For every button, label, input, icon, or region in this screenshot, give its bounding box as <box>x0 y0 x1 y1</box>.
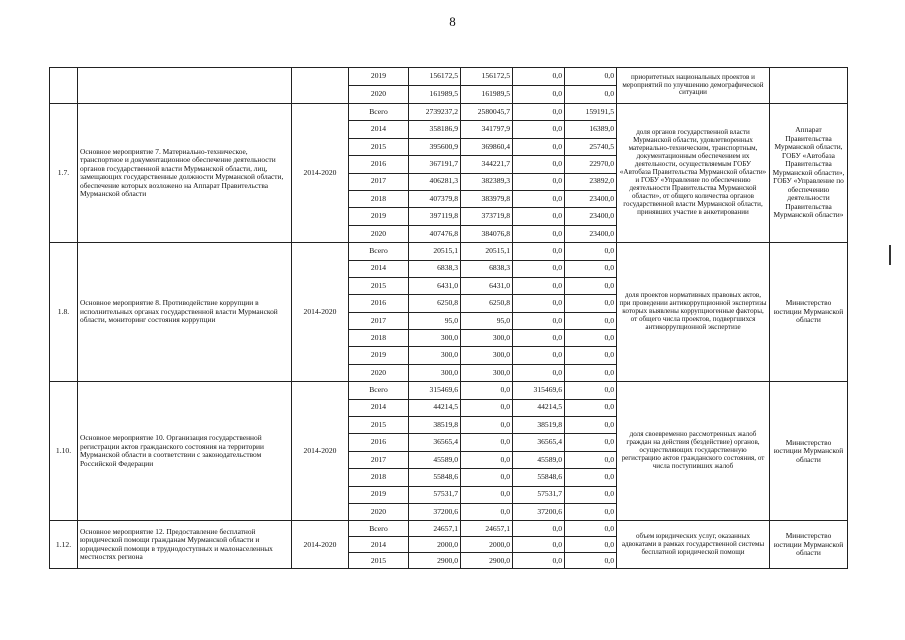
measure-name-cell <box>78 68 292 104</box>
federal-budget-value: 0,0 <box>513 243 565 260</box>
year-label: 2020 <box>349 225 409 242</box>
year-label: 2017 <box>349 451 409 468</box>
other-sources-value: 22970,0 <box>565 156 617 173</box>
regional-budget-value: 383979,8 <box>461 190 513 207</box>
total-value: 95,0 <box>409 312 461 329</box>
total-value: 300,0 <box>409 364 461 381</box>
total-value: 156172,5 <box>409 68 461 86</box>
regional-budget-value: 161989,5 <box>461 86 513 104</box>
federal-budget-value: 0,0 <box>513 121 565 138</box>
total-value: 2900,0 <box>409 553 461 569</box>
regional-budget-value: 0,0 <box>461 417 513 434</box>
regional-budget-value: 0,0 <box>461 382 513 399</box>
regional-budget-value: 384076,8 <box>461 225 513 242</box>
program-table <box>49 67 848 569</box>
measure-name: Основное мероприятие 10. Организация государственной регистрации актов гражданского состояния на территории Мурманской области в соответствии с законодательством Российской Федерации <box>78 382 292 521</box>
other-sources-value: 0,0 <box>565 277 617 294</box>
total-value: 44214,5 <box>409 399 461 416</box>
total-value: 36565,4 <box>409 434 461 451</box>
federal-budget-value: 0,0 <box>513 330 565 347</box>
year-label: 2019 <box>349 347 409 364</box>
regional-budget-value: 0,0 <box>461 399 513 416</box>
other-sources-value: 0,0 <box>565 68 617 86</box>
federal-budget-value: 0,0 <box>513 173 565 190</box>
table-body <box>50 68 848 569</box>
regional-budget-value: 6431,0 <box>461 277 513 294</box>
year-label: 2016 <box>349 434 409 451</box>
other-sources-value: 0,0 <box>565 451 617 468</box>
responsible-executor: Аппарат Правительства Мурманской области, ГОБУ «Автобаза Правительства Мурманской области», ГОБУ «Управление по обеспечению деятельности Правительства Мурманской области» <box>770 104 848 243</box>
regional-budget-value: 0,0 <box>461 451 513 468</box>
year-label: Всего <box>349 243 409 260</box>
year-label: 2014 <box>349 121 409 138</box>
table-row <box>50 521 848 537</box>
federal-budget-value: 0,0 <box>513 190 565 207</box>
federal-budget-value: 0,0 <box>513 156 565 173</box>
federal-budget-value: 0,0 <box>513 225 565 242</box>
other-sources-value: 23892,0 <box>565 173 617 190</box>
total-value: 37200,6 <box>409 503 461 520</box>
total-value: 358186,9 <box>409 121 461 138</box>
target-indicator: доля проектов нормативных правовых актов, при проведении антикоррупционной экспертизы которых выявлены коррупциогенные факторы, от общего числа проектов, подвергшихся антикоррупционной экспертизе <box>617 243 770 382</box>
target-indicator: доля органов государственной власти Мурманской области, удовлетворенных материально-техническим, транспортным, документационным обеспечением их деятельности, осуществляемым ГОБУ «Автобаза Правительства Мурманской области» и ГОБУ «Управление по обеспечению деятельности Правительства Мурманской области», от общего количества органов государственной власти Мурманской области, принявших участие в анкетировании <box>617 104 770 243</box>
other-sources-value: 159191,5 <box>565 104 617 121</box>
total-value: 45589,0 <box>409 451 461 468</box>
regional-budget-value: 2000,0 <box>461 537 513 553</box>
federal-budget-value: 0,0 <box>513 208 565 225</box>
year-label: 2016 <box>349 156 409 173</box>
table-row <box>50 382 848 399</box>
total-value: 300,0 <box>409 330 461 347</box>
other-sources-value: 23400,0 <box>565 208 617 225</box>
regional-budget-value: 2580045,7 <box>461 104 513 121</box>
regional-budget-value: 156172,5 <box>461 68 513 86</box>
federal-budget-value: 0,0 <box>513 537 565 553</box>
total-value: 55848,6 <box>409 469 461 486</box>
total-value: 20515,1 <box>409 243 461 260</box>
table-row <box>50 68 848 86</box>
year-label: 2015 <box>349 277 409 294</box>
implementation-period: 2014-2020 <box>292 104 349 243</box>
measure-name: Основное мероприятие 8. Противодействие коррупции в исполнительных органах государственной власти Мурманской области, мониторинг состояния коррупции <box>78 243 292 382</box>
other-sources-value: 0,0 <box>565 243 617 260</box>
other-sources-value: 0,0 <box>565 295 617 312</box>
year-label: 2014 <box>349 537 409 553</box>
regional-budget-value: 300,0 <box>461 347 513 364</box>
regional-budget-value: 369860,4 <box>461 138 513 155</box>
other-sources-value: 23400,0 <box>565 225 617 242</box>
year-label: 2018 <box>349 190 409 207</box>
item-number-cell <box>50 68 78 104</box>
total-value: 406281,3 <box>409 173 461 190</box>
federal-budget-value: 44214,5 <box>513 399 565 416</box>
year-label: 2020 <box>349 86 409 104</box>
regional-budget-value: 300,0 <box>461 330 513 347</box>
year-label: Всего <box>349 104 409 121</box>
other-sources-value: 0,0 <box>565 86 617 104</box>
margin-mark <box>889 245 891 265</box>
federal-budget-value: 57531,7 <box>513 486 565 503</box>
other-sources-value: 0,0 <box>565 260 617 277</box>
total-value: 2000,0 <box>409 537 461 553</box>
regional-budget-value: 382389,3 <box>461 173 513 190</box>
federal-budget-value: 45589,0 <box>513 451 565 468</box>
indicator-cell: приоритетных национальных проектов и мероприятий по улучшению демографической ситуации <box>617 68 770 104</box>
other-sources-value: 0,0 <box>565 330 617 347</box>
regional-budget-value: 6250,8 <box>461 295 513 312</box>
federal-budget-value: 0,0 <box>513 277 565 294</box>
federal-budget-value: 0,0 <box>513 104 565 121</box>
federal-budget-value: 0,0 <box>513 86 565 104</box>
measure-name: Основное мероприятие 12. Предоставление бесплатной юридической помощи гражданам Мурманской области и юридической помощи в труднодоступных и малонаселенных местностях региона <box>78 521 292 569</box>
other-sources-value: 0,0 <box>565 486 617 503</box>
year-label: Всего <box>349 521 409 537</box>
other-sources-value: 0,0 <box>565 399 617 416</box>
regional-budget-value: 20515,1 <box>461 243 513 260</box>
total-value: 57531,7 <box>409 486 461 503</box>
responsible-executor: Министерство юстиции Мурманской области <box>770 243 848 382</box>
other-sources-value: 16389,0 <box>565 121 617 138</box>
other-sources-value: 0,0 <box>565 382 617 399</box>
total-value: 6838,3 <box>409 260 461 277</box>
other-sources-value: 0,0 <box>565 312 617 329</box>
total-value: 24657,1 <box>409 521 461 537</box>
responsible-cell <box>770 68 848 104</box>
total-value: 2739237,2 <box>409 104 461 121</box>
regional-budget-value: 300,0 <box>461 364 513 381</box>
total-value: 395600,9 <box>409 138 461 155</box>
year-label: Всего <box>349 382 409 399</box>
total-value: 407379,8 <box>409 190 461 207</box>
regional-budget-value: 0,0 <box>461 503 513 520</box>
period-cell <box>292 68 349 104</box>
regional-budget-value: 344221,7 <box>461 156 513 173</box>
regional-budget-value: 0,0 <box>461 469 513 486</box>
implementation-period: 2014-2020 <box>292 382 349 521</box>
other-sources-value: 0,0 <box>565 503 617 520</box>
responsible-executor: Министерство юстиции Мурманской области <box>770 521 848 569</box>
other-sources-value: 0,0 <box>565 521 617 537</box>
regional-budget-value: 0,0 <box>461 434 513 451</box>
year-label: 2016 <box>349 295 409 312</box>
total-value: 315469,6 <box>409 382 461 399</box>
item-number: 1.7. <box>50 104 78 243</box>
implementation-period: 2014-2020 <box>292 521 349 569</box>
total-value: 367191,7 <box>409 156 461 173</box>
federal-budget-value: 37200,6 <box>513 503 565 520</box>
year-label: 2019 <box>349 208 409 225</box>
year-label: 2020 <box>349 503 409 520</box>
federal-budget-value: 38519,8 <box>513 417 565 434</box>
year-label: 2014 <box>349 260 409 277</box>
implementation-period: 2014-2020 <box>292 243 349 382</box>
total-value: 6250,8 <box>409 295 461 312</box>
measure-name: Основное мероприятие 7. Материально-техническое, транспортное и документационное обеспечение деятельности органов государственной власти Мурманской области, лиц, замещающих государственные должности Мурманской области, обеспечение которых возложено на Аппарат Правительства Мурманской области <box>78 104 292 243</box>
federal-budget-value: 55848,6 <box>513 469 565 486</box>
total-value: 407476,8 <box>409 225 461 242</box>
regional-budget-value: 95,0 <box>461 312 513 329</box>
federal-budget-value: 0,0 <box>513 68 565 86</box>
total-value: 38519,8 <box>409 417 461 434</box>
year-label: 2017 <box>349 312 409 329</box>
federal-budget-value: 0,0 <box>513 347 565 364</box>
table-row <box>50 104 848 121</box>
responsible-executor: Министерство юстиции Мурманской области <box>770 382 848 521</box>
year-label: 2020 <box>349 364 409 381</box>
federal-budget-value: 0,0 <box>513 521 565 537</box>
federal-budget-value: 0,0 <box>513 138 565 155</box>
year-label: 2018 <box>349 469 409 486</box>
other-sources-value: 0,0 <box>565 553 617 569</box>
regional-budget-value: 341797,9 <box>461 121 513 138</box>
target-indicator: объем юридических услуг, оказанных адвокатами в рамках государственной системы бесплатной юридической помощи <box>617 521 770 569</box>
federal-budget-value: 315469,6 <box>513 382 565 399</box>
regional-budget-value: 6838,3 <box>461 260 513 277</box>
total-value: 300,0 <box>409 347 461 364</box>
other-sources-value: 0,0 <box>565 434 617 451</box>
year-label: 2015 <box>349 138 409 155</box>
other-sources-value: 0,0 <box>565 364 617 381</box>
year-label: 2019 <box>349 486 409 503</box>
regional-budget-value: 2900,0 <box>461 553 513 569</box>
item-number: 1.12. <box>50 521 78 569</box>
other-sources-value: 25740,5 <box>565 138 617 155</box>
year-label: 2017 <box>349 173 409 190</box>
other-sources-value: 0,0 <box>565 537 617 553</box>
other-sources-value: 23400,0 <box>565 190 617 207</box>
regional-budget-value: 0,0 <box>461 486 513 503</box>
year-label: 2018 <box>349 330 409 347</box>
table-row <box>50 243 848 260</box>
year-label: 2015 <box>349 553 409 569</box>
item-number: 1.8. <box>50 243 78 382</box>
other-sources-value: 0,0 <box>565 417 617 434</box>
page-number: 8 <box>449 14 456 29</box>
year-label: 2019 <box>349 68 409 86</box>
year-label: 2014 <box>349 399 409 416</box>
federal-budget-value: 36565,4 <box>513 434 565 451</box>
target-indicator: доля своевременно рассмотренных жалоб граждан на действия (бездействие) органов, осуществляющих государственную регистрацию актов гражданского состояния, от числа поступивших жалоб <box>617 382 770 521</box>
total-value: 397119,8 <box>409 208 461 225</box>
federal-budget-value: 0,0 <box>513 295 565 312</box>
total-value: 161989,5 <box>409 86 461 104</box>
regional-budget-value: 373719,8 <box>461 208 513 225</box>
federal-budget-value: 0,0 <box>513 260 565 277</box>
federal-budget-value: 0,0 <box>513 364 565 381</box>
other-sources-value: 0,0 <box>565 347 617 364</box>
total-value: 6431,0 <box>409 277 461 294</box>
federal-budget-value: 0,0 <box>513 553 565 569</box>
other-sources-value: 0,0 <box>565 469 617 486</box>
year-label: 2015 <box>349 417 409 434</box>
federal-budget-value: 0,0 <box>513 312 565 329</box>
regional-budget-value: 24657,1 <box>461 521 513 537</box>
item-number: 1.10. <box>50 382 78 521</box>
